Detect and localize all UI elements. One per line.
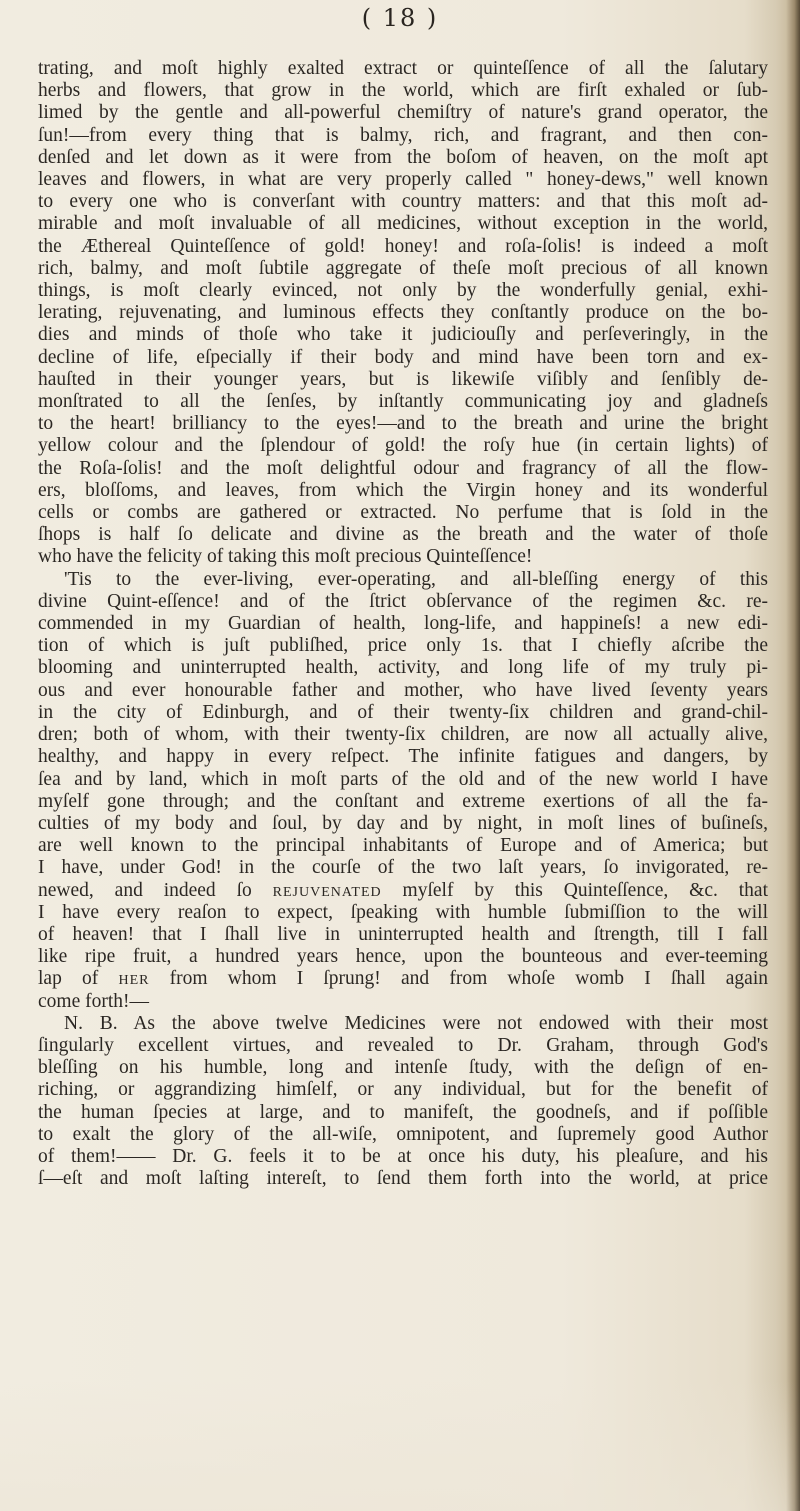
- body-text: [38, 58, 768, 1190]
- page-number: ( 18 ): [361, 4, 439, 32]
- text-line: denſed and let down as it were from the boſom of heaven, on the moſt apt: [38, 146, 768, 168]
- text-line: are well known to the principal inhabitants of Europe and of America; but: [38, 835, 768, 857]
- text-line: I have, under God! in the courſe of the two laſt years, ſo invigorated, re-: [38, 857, 768, 879]
- text-line: I have every reaſon to expect, ſpeaking with humble ſubmiſſion to the will: [38, 901, 768, 923]
- text-line: ſingularly excellent virtues, and revealed to Dr. Graham, through God's: [38, 1034, 768, 1056]
- text-line: ſun!—from every thing that is balmy, rich, and fragrant, and then con-: [38, 124, 768, 146]
- text-line: ſhops is half ſo delicate and divine as the breath and the water of thoſe: [38, 524, 768, 546]
- text-line: monſtrated to all the ſenſes, by inſtantly communicating joy and gladneſs: [38, 391, 768, 413]
- text-line: leaves and flowers, in what are very properly called " honey-dews," well known: [38, 169, 768, 191]
- binding-shadow: [786, 0, 800, 1511]
- text-line: to the heart! brilliancy to the eyes!—and to the breath and urine the bright: [38, 413, 768, 435]
- text-line: divine Quint-eſſence! and of the ſtrict obſervance of the regimen &c. re-: [38, 590, 768, 612]
- text-line: blooming and uninterrupted health, activity, and long life of my truly pi-: [38, 657, 768, 679]
- text-line: healthy, and happy in every reſpect. The infinite fatigues and dangers, by: [38, 746, 768, 768]
- text-line: mirable and moſt invaluable of all medicines, without exception in the world,: [38, 213, 768, 235]
- text-line: the Roſa-ſolis! and the moſt delightful odour and fragrancy of all the flow-: [38, 457, 768, 479]
- text-line: commended in my Guardian of health, long-life, and happineſs! a new edi-: [38, 613, 768, 635]
- text-line: bleſſing on his humble, long and intenſe ſtudy, with the deſign of en-: [38, 1057, 768, 1079]
- text-line: of heaven! that I ſhall live in uninterrupted health and ſtrength, till I fall: [38, 923, 768, 945]
- text-line: to exalt the glory of the all-wiſe, omnipotent, and ſupremely good Author: [38, 1123, 768, 1145]
- text-line: yellow colour and the ſplendour of gold! the roſy hue (in certain lights) of: [38, 435, 768, 457]
- text-line: tion of which is juſt publiſhed, price only 1s. that I chiefly aſcribe the: [38, 635, 768, 657]
- text-line: riching, or aggrandizing himſelf, or any individual, but for the benefit of: [38, 1079, 768, 1101]
- text-line: in the city of Edinburgh, and of their twenty-ſix children and grand-chil-: [38, 701, 768, 723]
- text-line: hauſted in their younger years, but is likewiſe viſibly and ſenſibly de-: [38, 368, 768, 390]
- text-line: ſ—eſt and moſt laſting intereſt, to ſend them forth into the world, at price: [38, 1168, 768, 1190]
- small-caps-word: rejuvenated: [272, 879, 382, 901]
- text-line: limed by the gentle and all-powerful chemiſtry of nature's grand operator, the: [38, 102, 768, 124]
- text-line: things, is moſt clearly evinced, not only by the wonderfully genial, exhi-: [38, 280, 768, 302]
- text-line: lerating, rejuvenating, and luminous effects they conſtantly produce on the bo-: [38, 302, 768, 324]
- text-line: N. B. As the above twelve Medicines were not endowed with their most: [64, 1012, 768, 1034]
- text-line: culties of my body and ſoul, by day and by night, in moſt lines of buſineſs,: [38, 812, 768, 834]
- text-line: rich, balmy, and moſt ſubtile aggregate of theſe moſt precious of all known: [38, 257, 768, 279]
- text-line: ous and ever honourable father and mother, who have lived ſeventy years: [38, 679, 768, 701]
- text-line: ers, bloſſoms, and leaves, from which the Virgin honey and its wonderful: [38, 479, 768, 501]
- text-line: dies and minds of thoſe who take it judiciouſly and perſeveringly, in the: [38, 324, 768, 346]
- small-caps-word: her: [118, 968, 150, 990]
- text-line: to every one who is converſant with country matters: and that this moſt ad-: [38, 191, 768, 213]
- text-line: come forth!—: [38, 990, 150, 1012]
- text-line: the human ſpecies at large, and to manifeſt, the goodneſs, and if poſſible: [38, 1101, 768, 1123]
- text-line: ſea and by land, which in moſt parts of the old and of the new world I have: [38, 768, 768, 790]
- text-line: trating, and moſt highly exalted extract or quinteſſence of all the ſalutary: [38, 58, 768, 79]
- text-line: lap of her from whom I ſprung! and from whoſe womb I ſhall again: [38, 968, 768, 990]
- text-line: 'Tis to the ever-living, ever-operating, and all-bleſſing energy of this: [64, 568, 768, 590]
- text-line: the Æthereal Quinteſſence of gold! honey! and roſa-ſolis! is indeed a moſt: [38, 235, 768, 257]
- text-line: like ripe fruit, a hundred years hence, upon the bounteous and ever-teeming: [38, 946, 768, 968]
- text-line: dren; both of whom, with their twenty-ſix children, are now all actually alive,: [38, 724, 768, 746]
- text-line: myſelf gone through; and the conſtant and extreme exertions of all the fa-: [38, 790, 768, 812]
- text-line: who have the felicity of taking this moſt precious Quinteſſence!: [38, 546, 533, 568]
- text-line: cells or combs are gathered or extracted. No perfume that is ſold in the: [38, 502, 768, 524]
- text-line: decline of life, eſpecially if their body and mind have been torn and ex-: [38, 346, 768, 368]
- page-bottom-shade: [0, 1380, 800, 1511]
- text-line: herbs and flowers, that grow in the world, which are firſt exhaled or ſub-: [38, 80, 768, 102]
- text-line: of them!—— Dr. G. feels it to be at once his duty, his pleaſure, and his: [38, 1145, 768, 1167]
- text-line: newed, and indeed ſo rejuvenated myſelf by this Quinteſſence, &c. that: [38, 879, 768, 901]
